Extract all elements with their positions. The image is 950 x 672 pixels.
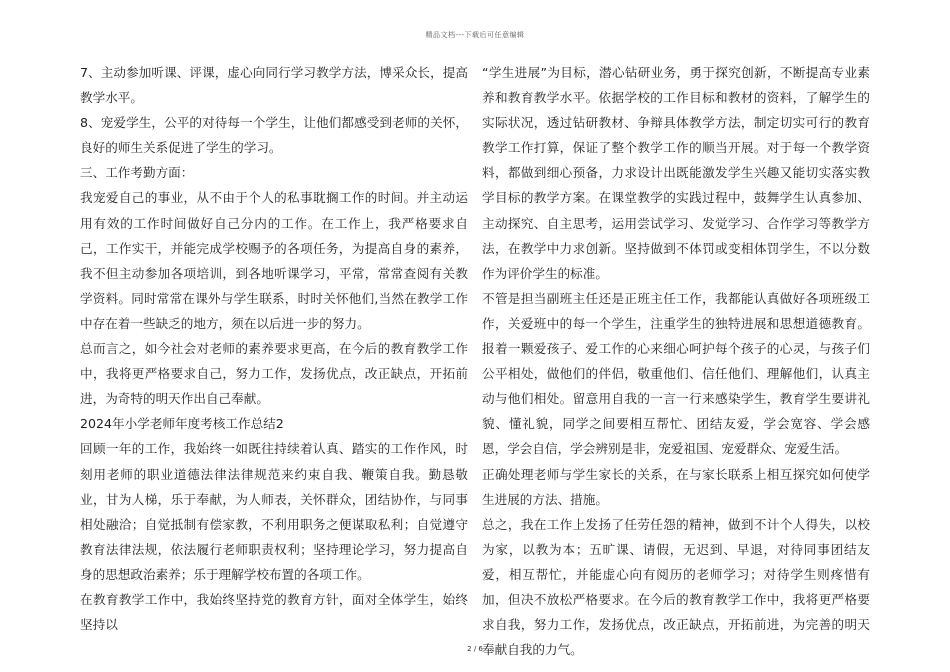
summary-title-2: 2024年小学老师年度考核工作总结2 (80, 416, 284, 432)
paragraph-teaching-cont: “学生进展”为目标，潜心钻研业务，勇于探究创新，不断提高专业素养和教育教学水平。依据学校的工作目标和教材的资料，了解学生的实际状况，透过钻研教材、争辩具体教学方法，制定切实可行的教育教学工作打算，保证了整个教学工作的顺当开展。对于每一个教学资料，都做到细心预备，力求设计出既能激发学生兴趣又能切实落实教学目标的教学方案。在课堂教学的实践过程中，鼓舞学生认真参加、主动探究、自主思考，运用尝试学习、发觉学习、合作学习等教学方法，在教学中力求创新。坚持做到不体罚或变相体罚学生，不以分数作为评价学生的标准。 (482, 65, 870, 281)
paragraph-summary: 总之，我在工作上发扬了任劳任怨的精神，做到不计个人得失，以校为家，以教为本；五旷课、请假，无迟到、早退，对待同事团结友爱，相互帮忙，并能虚心向有阅历的老师学习；对待学生则疼惜有加，但决不放松严格要求。在今后的教育教学工作中，我将更严格要求自我，努力工作，发扬优点，改正缺点，开拓前进，为完善的明天奉献自我的力气。 (482, 516, 870, 658)
paragraph-item-7: 7、主动参加听课、评课，虚心向同行学习教学方法，博采众长，提高教学水平。 (80, 65, 468, 106)
paragraph-teaching-start: 在教育教学工作中，我始终坚持党的教育方针，面对全体学生，始终坚持以 (80, 591, 468, 633)
page-number: 2 / 6 (467, 645, 483, 653)
paragraph-item-8: 8、宠爱学生，公平的对待每一个学生，让他们都感受到老师的关怀，良好的师生关系促进了学生的学习。 (80, 115, 468, 156)
paragraph-conclusion: 总而言之，如今社会对老师的素养要求更高，在今后的教育教学工作中，我将更严格要求自己，努力工作，发扬优点，改正缺点，开拓前进，为奇特的明天作出自己奉献。 (80, 341, 468, 407)
paragraph-attendance: 我宠爱自己的事业，从不由于个人的私事耽搁工作的时间。并主动运用有效的工作时间做好自己分内的工作。在工作上，我严格要求自己，工作实干，并能完成学校赐予的各项任务，为提高自身的素养，我不但主动参加各项培训，到各地听课学习，平常，常常查阅有关教学资料。同时常常在课外与学生联系，时时关怀他们,当然在教学工作中存在着一些缺乏的地方，须在以后进一步的努力。 (80, 190, 468, 331)
page-header: 精品文档---下载后可任意编辑 (425, 31, 525, 39)
section-heading-attendance: 三、工作考勤方面： (80, 165, 194, 181)
paragraph-review: 回顾一年的工作，我始终一如既往持续着认真、踏实的工作作风，时刻用老师的职业道德法律法律规范来约束自我、鞭策自我。勤恳敬业，甘为人梯，乐于奉献，为人师表，关怀群众，团结协作，与同事相处融洽；自觉抵制有偿家教，不利用职务之便谋取私利；自觉遵守教育法律法规，依法履行老师职责权利；坚持理论学习，努力提高自身的思想政治素养；乐于理解学校布置的各项工作。 (80, 441, 468, 582)
paragraph-class-work: 不管是担当副班主任还是正班主任工作，我都能认真做好各项班级工作，关爱班中的每一个学生，注重学生的独特进展和思想道德教育。报着一颗爱孩子、爱工作的心来细心呵护每个孩子的心灵，与孩子们公平相处，做他们的伴侣，敬重他们、信任他们、理解他们，认真主动与他们相处。留意用自我的一言一行来感染学生，教育学生要讲礼貌、懂礼貌，同学之间要相互帮忙、团结友爱，学会宽容、学会感恩，学会自信，学会辨别是非，宠爱祖国、宠爱群众、宠爱生活。 (482, 290, 870, 457)
left-column (80, 60, 468, 637)
right-column (482, 60, 870, 662)
paragraph-parents: 正确处理老师与学生家长的关系，在与家长联系上相互探究如何使学生进展的方法、措施。 (482, 466, 870, 507)
